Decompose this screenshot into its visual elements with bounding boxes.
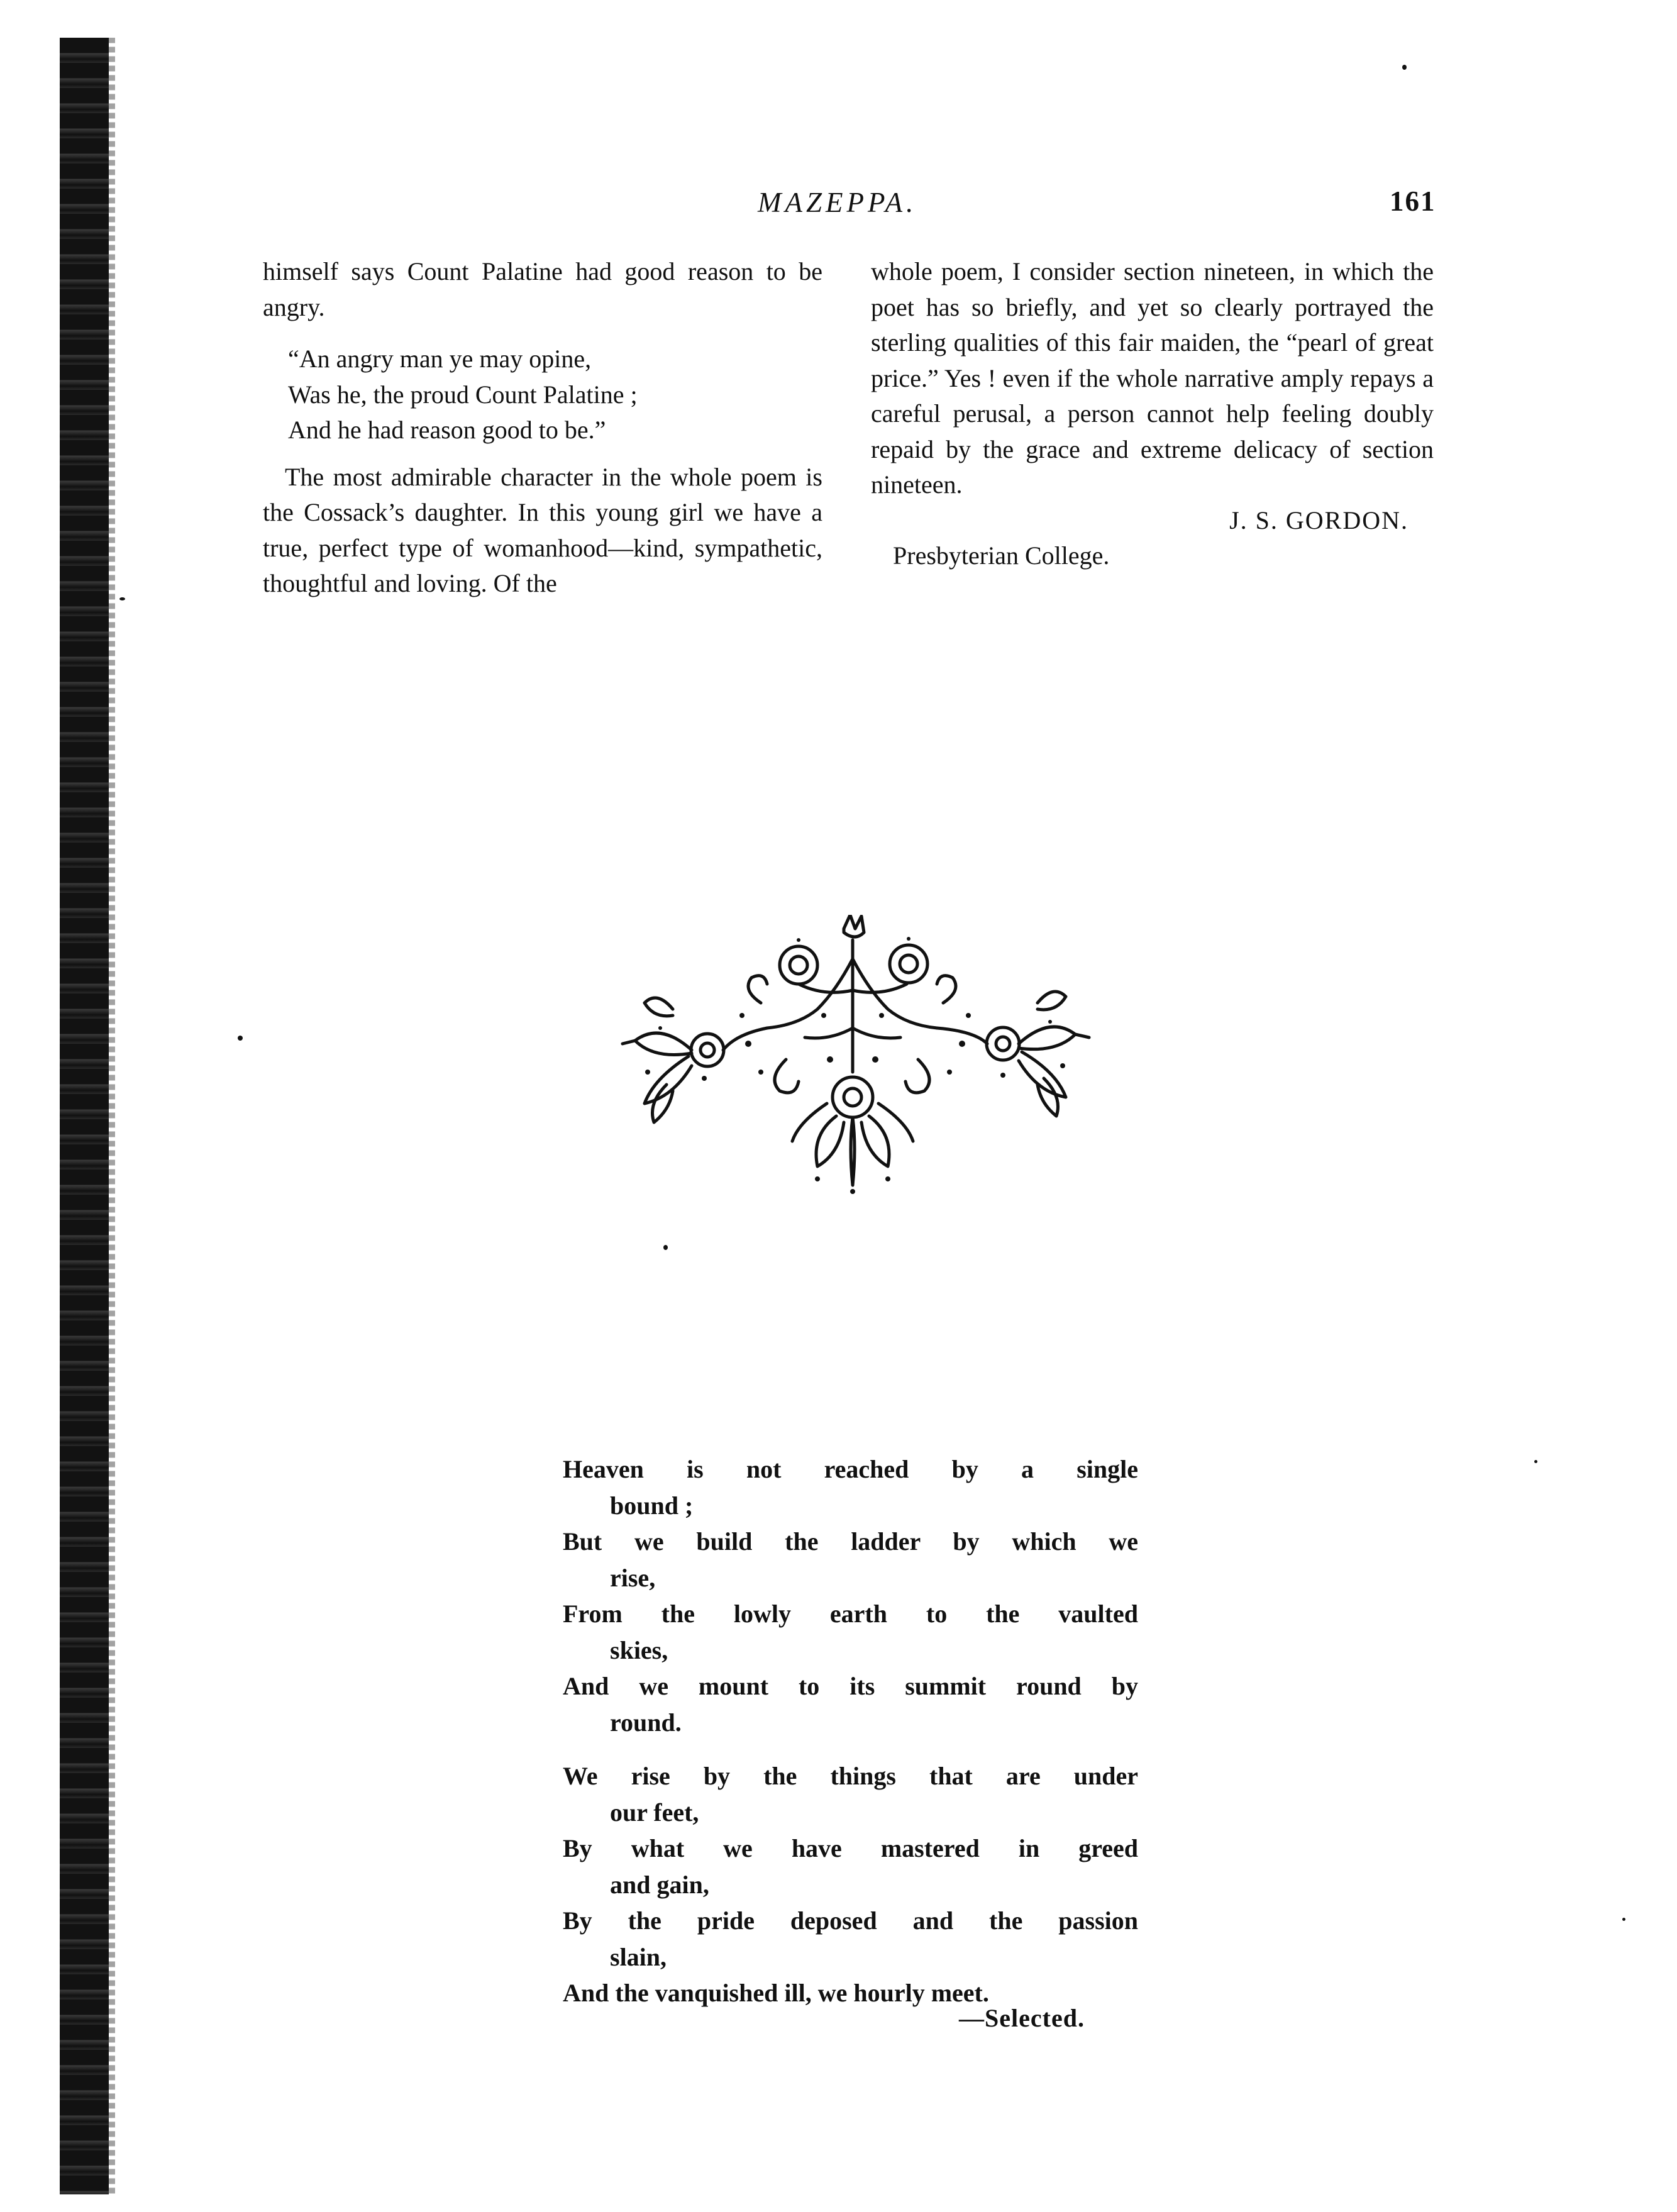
floral-ornament-icon: [610, 915, 1100, 1195]
poem-stanza: [563, 1758, 1138, 2011]
author-affiliation: Presbyterian College.: [893, 541, 1110, 570]
quote-line: And he had reason good to be.”: [288, 416, 606, 444]
poem-stanza: [563, 1451, 1138, 1740]
scan-speck: [1402, 65, 1407, 70]
poem-line-text: And the vanquished ill, we hourly meet.: [563, 1979, 989, 2007]
poem-line-turnover: our feet,: [610, 1798, 699, 1827]
author-signature: J. S. GORDON.: [1229, 506, 1409, 534]
poem: [563, 1451, 1138, 2011]
paragraph: whole poem, I consider section nineteen, in which the poet has so briefly, and yet so clearly portrayed the sterling qualities of this fair maiden, the “pearl of great price.” Yes ! even if the whole narrative amply repays a careful perusal, a person cannot help feeling doubly repaid by the grace and extreme delicacy of section nineteen.: [871, 257, 1434, 499]
poem-line-text: By the pride deposed and the passion: [563, 1906, 1138, 1935]
poem-line: [563, 1758, 1138, 1830]
scan-speck: [238, 1036, 243, 1041]
poem-line-text: We rise by the things that are under: [563, 1762, 1138, 1790]
poem-line-text: From the lowly earth to the vaulted: [563, 1600, 1138, 1628]
paragraph: himself says Count Palatine had good reason to be angry.: [263, 257, 822, 321]
paragraph: The most admirable character in the whole poem is the Cossack’s daughter. In this young girl we have a true, perfect type of womanhood—kind, sympathetic, thoughtful and loving. Of the: [263, 462, 822, 597]
book-binding-edge: [60, 38, 109, 2194]
poem-line: [563, 1903, 1138, 1975]
page-number: 161: [1390, 185, 1436, 217]
poem-line-text: But we build the ladder by which we: [563, 1527, 1138, 1556]
running-title: MAZEPPA.: [758, 187, 917, 218]
poem-attribution: —Selected.: [959, 2004, 1085, 2032]
poem-line: [563, 1668, 1138, 1740]
poem-line-turnover: skies,: [610, 1635, 668, 1664]
left-column: [263, 254, 822, 602]
book-binding-shadow: [109, 38, 115, 2194]
quote-line: Was he, the proud Count Palatine ;: [288, 380, 638, 409]
poem-line: [563, 1524, 1138, 1596]
right-column: [871, 254, 1434, 574]
scan-speck: [663, 1245, 668, 1250]
quote-line: “An angry man ye may opine,: [288, 345, 592, 373]
poem-line-turnover: and gain,: [610, 1870, 709, 1899]
poem-line-text: By what we have mastered in greed: [563, 1834, 1138, 1862]
poem-line-text: Heaven is not reached by a single: [563, 1455, 1138, 1483]
poem-line-turnover: slain,: [610, 1942, 667, 1971]
poem-line: [563, 1596, 1138, 1668]
scan-speck: [1622, 1918, 1625, 1921]
poem-line: [563, 1830, 1138, 1903]
poem-line-turnover: rise,: [610, 1563, 656, 1592]
poem-line: [563, 1451, 1138, 1524]
poem-line-turnover: bound ;: [610, 1491, 694, 1520]
poem-line-text: And we mount to its summit round by: [563, 1672, 1138, 1700]
verse-quote: [288, 341, 822, 448]
scan-speck: [1534, 1460, 1537, 1463]
poem-line-turnover: round.: [610, 1708, 682, 1737]
scan-speck: [119, 597, 125, 600]
